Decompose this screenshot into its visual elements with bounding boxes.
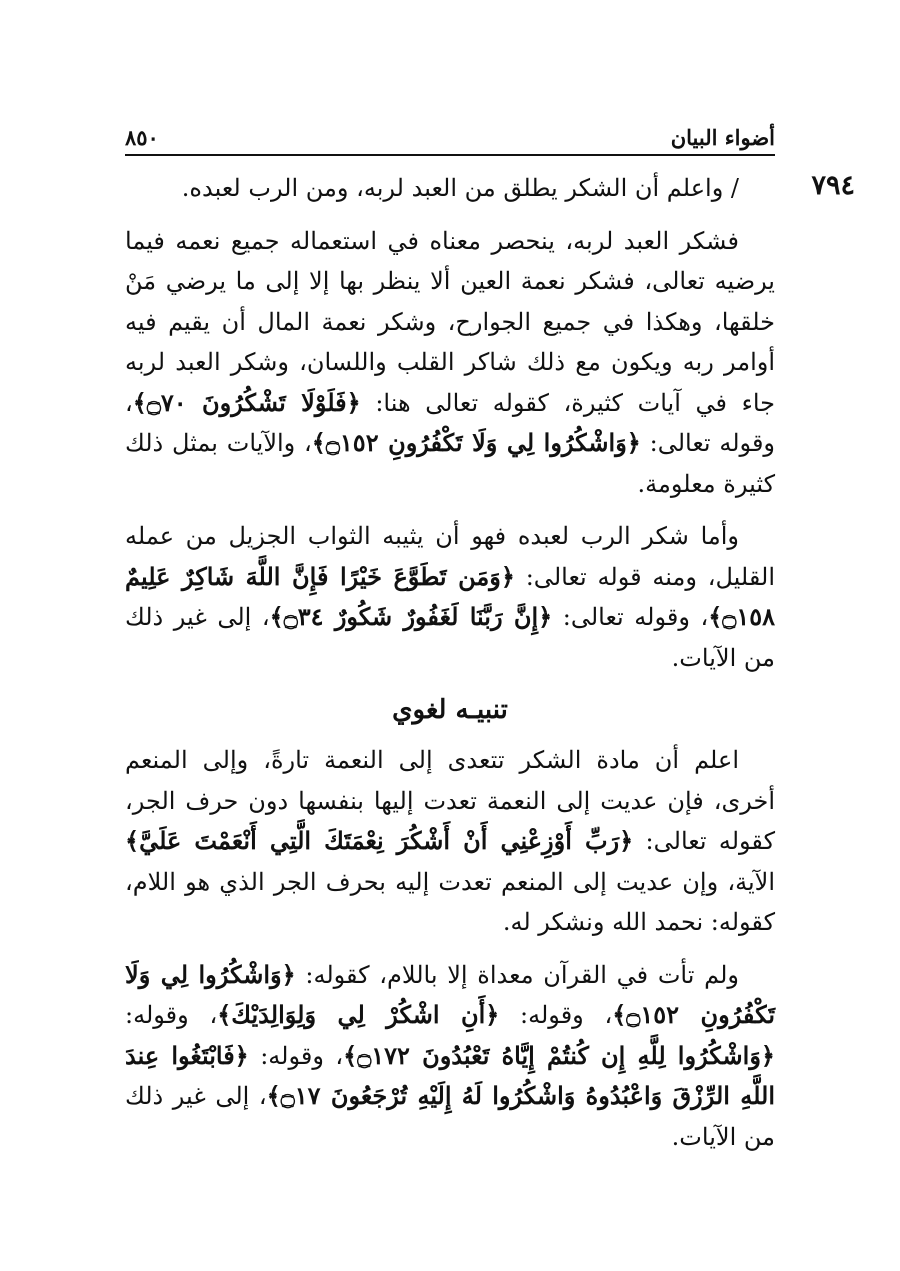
paragraph-text: ولم تأت في القرآن معداة إلا باللام، كقوله:	[295, 960, 739, 989]
paragraph-text: ، والآيات بمثل ذلك كثيرة معلومة.	[125, 429, 775, 498]
paragraph-text: الآية، وإن عديت إلى المنعم تعدت إليه بحرف الجر الذي هو اللام، كقوله: نحمد الله ونشكر له.	[125, 867, 775, 936]
paragraph-intro	[125, 168, 775, 209]
quran-verse: ﴿أَنِ اشْكُرْ لِي وَلِوَالِدَيْكَ﴾	[217, 1000, 500, 1029]
quran-verse: ﴿فَلَوْلَا تَشْكُرُونَ ۝٧٠﴾	[132, 387, 361, 417]
paragraph-text: ، وقوله:	[125, 1001, 218, 1029]
quran-verse: ﴿وَاشْكُرُوا لِي وَلَا تَكْفُرُونِ ۝١٥٢﴾	[125, 959, 776, 1029]
paragraph-text: ، وقوله:	[248, 1041, 344, 1070]
margin-page-number: ٧٩٤	[811, 170, 855, 201]
paragraph-text: ، وقوله:	[499, 1001, 613, 1029]
quran-verse: ﴿إِنَّ رَبَّنَا لَغَفُورٌ شَكُورٌ ۝٣٤﴾	[269, 602, 553, 631]
paragraph-text: ، وقوله تعالى:	[552, 603, 709, 631]
quran-verse: ﴿وَاشْكُرُوا لِلَّهِ إِن كُنتُمْ إِيَّاهُ تَعْبُدُونَ ۝١٧٢﴾	[343, 1040, 775, 1070]
section-heading: تنبيـه لغوي	[392, 695, 508, 725]
quran-verse: ﴿فَابْتَغُوا عِندَ اللَّهِ الرِّزْقَ وَاعْبُدُوهُ وَاشْكُرُوا لَهُ إِلَيْهِ تُرْجَعُونَ ۝١٧﴾	[125, 1040, 776, 1110]
header-book-title: أضواء البيان	[670, 125, 775, 150]
paragraph-lord-gratitude	[125, 516, 775, 678]
paragraph-text: وأما شكر الرب لعبده فهو أن يثيبه الثواب الجزيل من عمله القليل، ومنه قوله تعالى:	[125, 522, 775, 591]
quran-verse: ﴿وَاشْكُرُوا لِي وَلَا تَكْفُرُونِ ۝١٥٢﴾	[311, 428, 641, 457]
paragraph-text: ، إلى غير ذلك من الآيات.	[125, 1082, 775, 1151]
page-body	[125, 168, 775, 1169]
paragraph-text: ، وقوله تعالى:	[125, 388, 776, 457]
paragraph-linguistic-note	[125, 740, 775, 943]
paragraph-text: ، إلى غير ذلك من الآيات.	[125, 603, 775, 672]
running-header	[125, 110, 775, 150]
paragraph-quran-usage	[125, 955, 775, 1158]
paragraph-text: فشكر العبد لربه، ينحصر معناه في استعماله جميع نعمه فيما يرضيه تعالى، فشكر نعمة العين ألا ينظر بها إلا إلى ما يرضي مَنْ خلقها، وهكذا في جميع الجوارح، وشكر نعمة المال أن يقيم فيه أوامر ربه ويكون مع ذلك شاكر القلب واللسان، وشكر العبد لربه جاء في آيات كثيرة، كقوله تعالى هنا:	[125, 226, 776, 417]
quran-verse: ﴿رَبِّ أَوْزِعْنِي أَنْ أَشْكُرَ نِعْمَتَكَ الَّتِي أَنْعَمْتَ عَلَيَّ﴾	[125, 826, 634, 855]
header-rule	[125, 154, 775, 156]
header-page-number: ٨٥٠	[125, 125, 159, 150]
paragraph-servant-gratitude	[125, 221, 775, 505]
paragraph-text: / واعلم أن الشكر يطلق من العبد لربه، ومن الرب لعبده.	[181, 174, 739, 202]
paragraph-text: اعلم أن مادة الشكر تتعدى إلى النعمة تارةً، وإلى المنعم أخرى، فإن عديت إلى النعمة تعدت إليها بنفسها دون حرف الجر، كقوله تعالى:	[125, 746, 775, 855]
quran-verse: ﴿وَمَن تَطَوَّعَ خَيْرًا فَإِنَّ اللَّهَ شَاكِرٌ عَلِيمٌ ۝١٥٨﴾	[125, 561, 775, 631]
